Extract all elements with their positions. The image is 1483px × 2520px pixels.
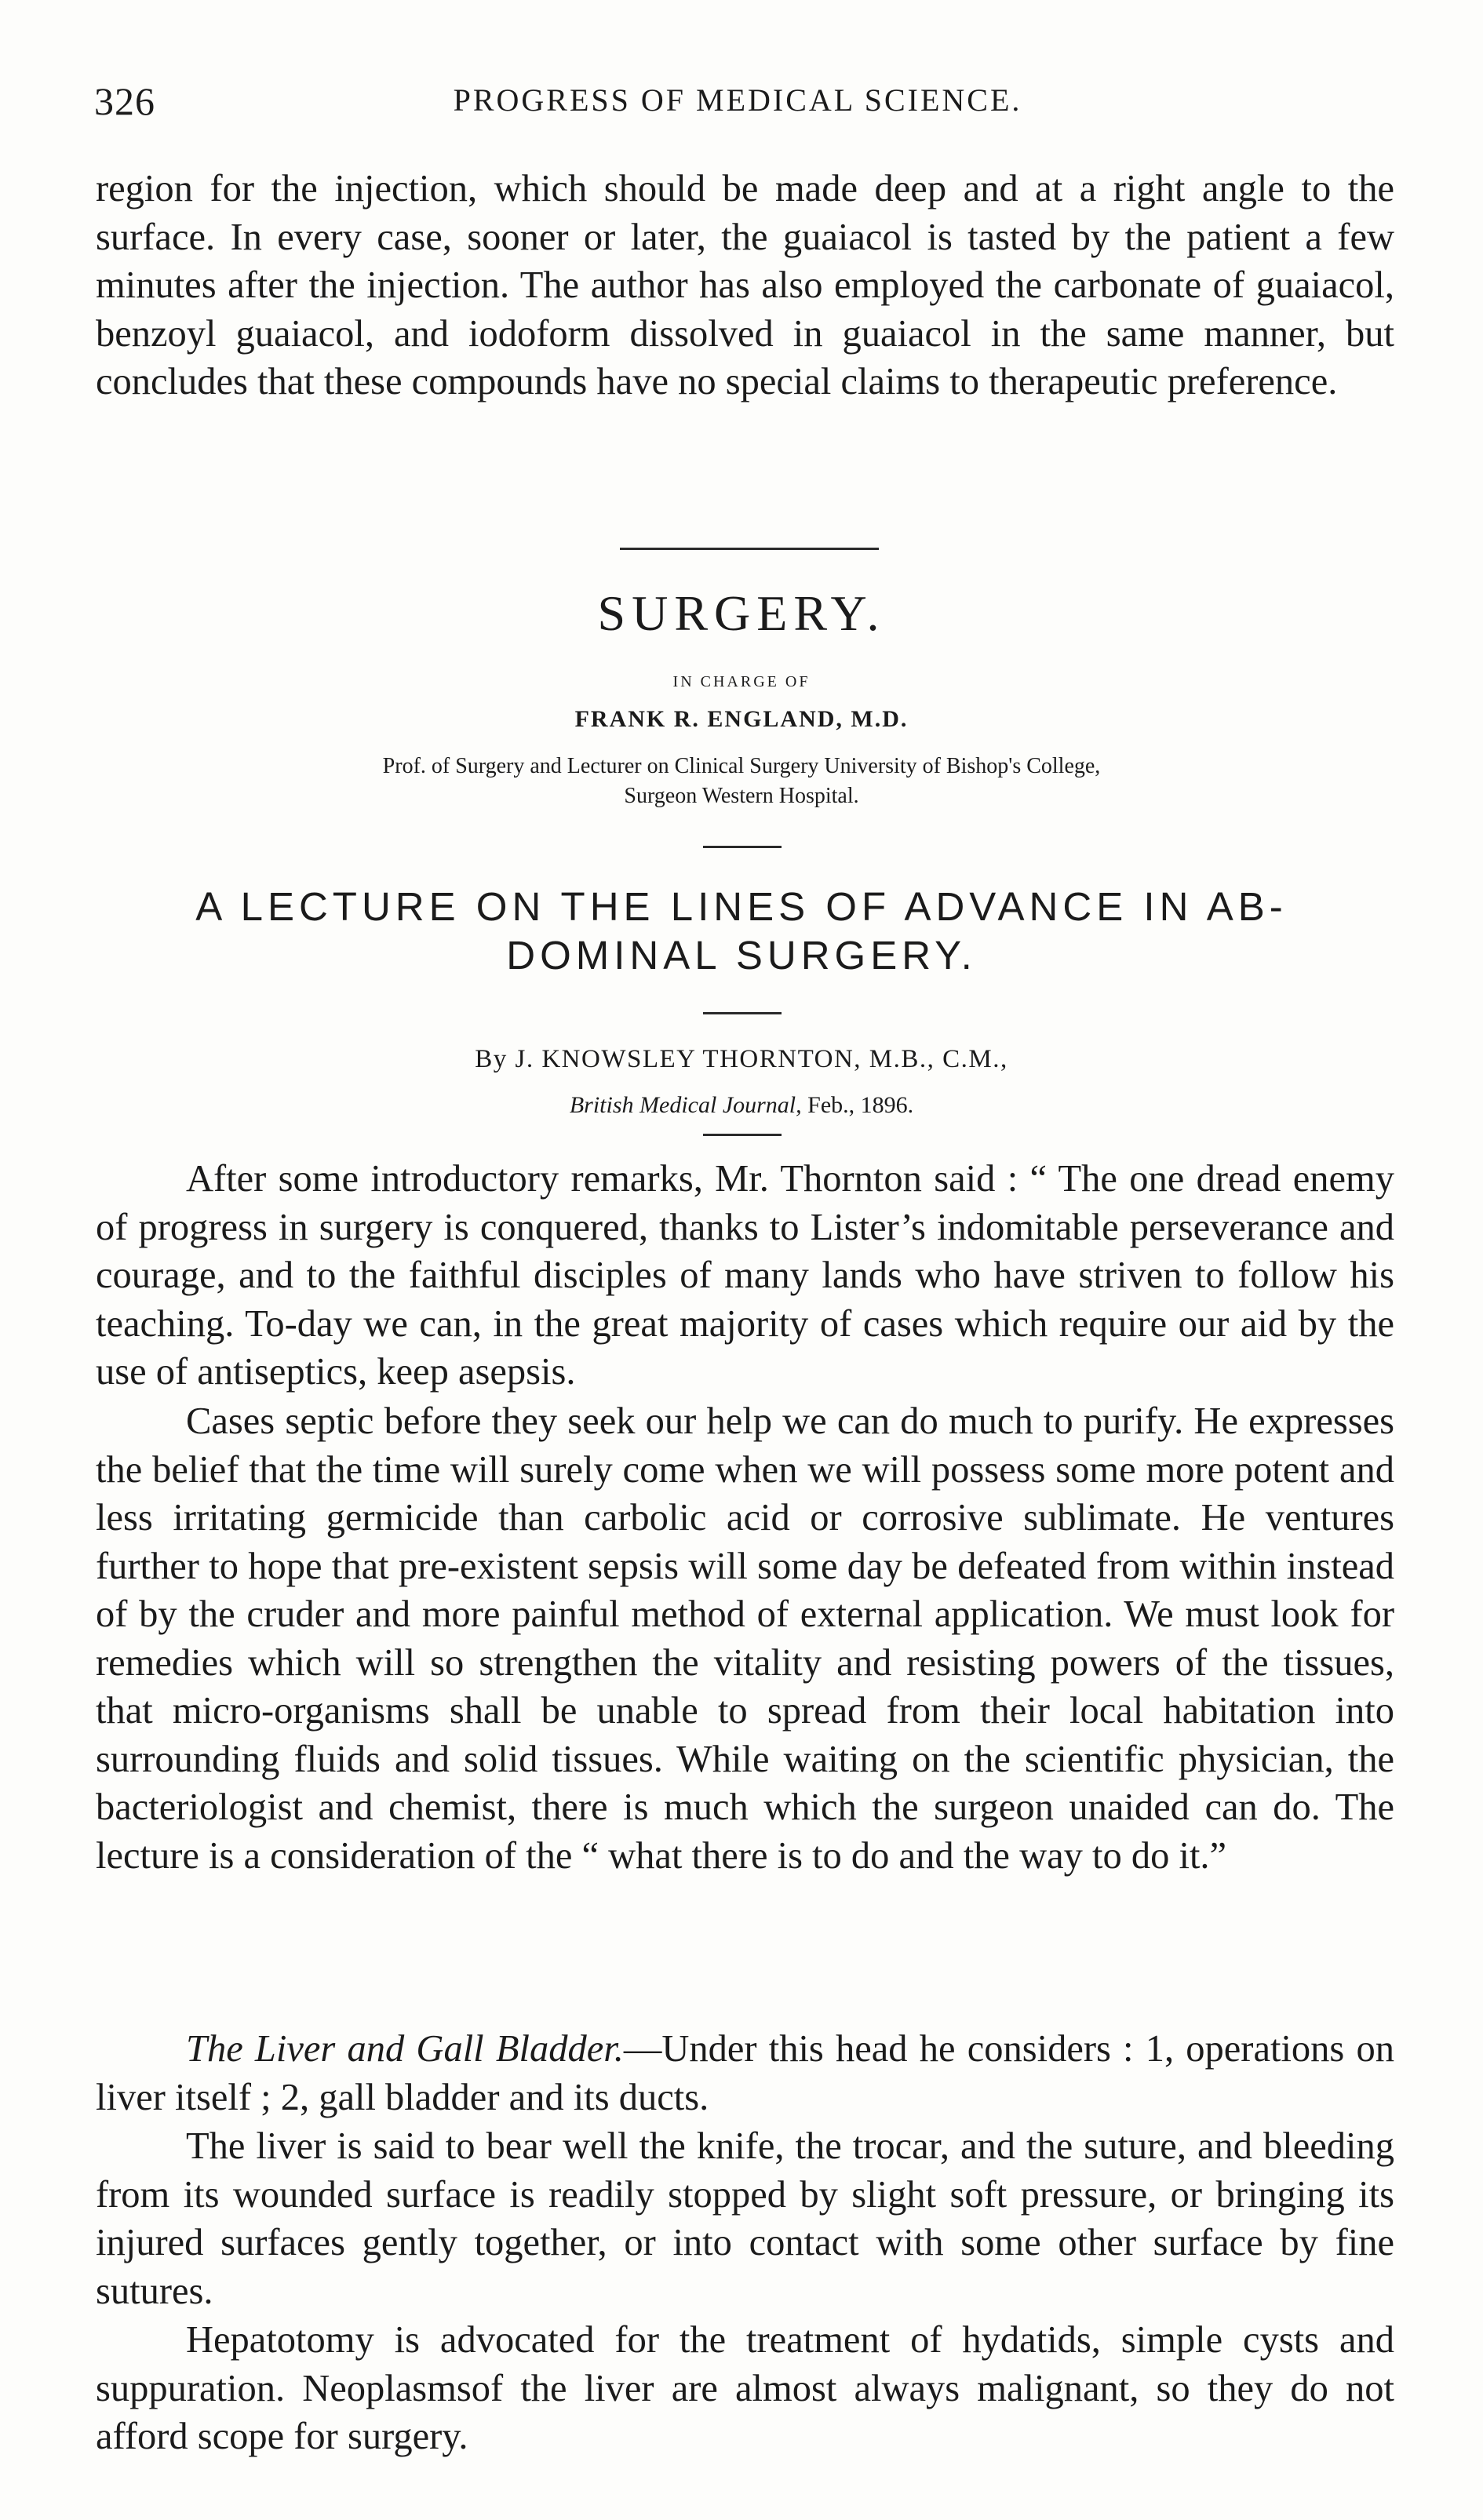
- editor-affiliation-line: Surgeon Western Hospital.: [624, 784, 859, 808]
- section-divider: [620, 548, 879, 550]
- section-editor: FRANK R. ENGLAND, M.D.: [574, 706, 909, 732]
- liver-heading: The Liver and Gall Bladder.: [186, 2028, 624, 2070]
- liver-intro: —Under this head he considers : 1, operations on liver itself ; 2, gall bladder and its ducts.: [96, 2028, 1394, 2118]
- article-title: [78, 883, 1405, 980]
- byline: By J. KNOWSLEY THORNTON, M.B., C.M.,: [475, 1045, 1008, 1073]
- running-head: [94, 78, 1381, 126]
- editor-affiliation: [78, 752, 1405, 811]
- article-title-line: DOMINAL SURGERY.: [506, 933, 977, 978]
- continuation-paragraph: region for the injection, which should be made deep and at a right angle to the surface. In every case, sooner or later, the guaiacol is tasted by the patient a few minutes after the injection. The author has also employed the carbonate of guaiacol, benzoyl guaiacol, and iodoform dissolved in guaiacol in the same manner, but concludes that these compounds have no special claims to therapeutic preference.: [96, 168, 1394, 402]
- section-title: SURGERY.: [597, 585, 886, 641]
- article-paragraph: Cases septic before they seek our help we can do much to purify. He expresses the belief that the time will surely come when we will possess some more potent and less irritating germicide than carbolic acid or corrosive sublimate. He ventures further to hope that pre-existent sepsis will some day be defeated from within instead of by the cruder and more painful method of external application. We must look for remedies which will so strengthen the vitality and resisting powers of the tissues, that micro-organisms shall be unable to spread from their local habitation into surrounding fluids and solid tissues. While waiting on the scientific physician, the bacteriologist and chemist, there is much which the surgeon unaided can do. The lecture is a consideration of the “ what there is to do and the way to do it.”: [96, 1400, 1394, 1877]
- short-divider: [703, 846, 782, 848]
- in-charge-label: IN CHARGE OF: [672, 673, 811, 690]
- short-divider: [703, 1012, 782, 1014]
- article-paragraph: After some introductory remarks, Mr. Thornton said : “ The one dread enemy of progress in surgery is conquered, thanks to Lister’s indomitable perseverance and courage, and to the faithful disciples of many lands who have striven to follow his teaching. To-day we can, in the great majority of cases which require our aid by the use of antiseptics, keep asepsis.: [96, 1158, 1394, 1393]
- short-divider: [703, 1134, 782, 1136]
- citation-date: Feb., 1896.: [807, 1092, 914, 1118]
- article-paragraph: Hepatotomy is advocated for the treatment of hydatids, simple cysts and suppuration. Neoplasmsof the liver are almost always malignant, so they do not afford scope for surgery.: [96, 2319, 1394, 2457]
- page-number: 326: [94, 79, 155, 123]
- running-title: PROGRESS OF MEDICAL SCIENCE.: [453, 82, 1022, 118]
- editor-affiliation-line: Prof. of Surgery and Lecturer on Clinical Surgery University of Bishop's College,: [382, 754, 1101, 778]
- liver-paragraph: [96, 2025, 1394, 2121]
- article-paragraph: The liver is said to bear well the knife, the trocar, and the suture, and bleeding from its wounded surface is readily stopped by slight soft pressure, or bringing its injured surfaces gently together, or into contact with some other surface by fine sutures.: [96, 2125, 1394, 2312]
- article-title-line: A LECTURE ON THE LINES OF ADVANCE IN AB-: [195, 884, 1288, 929]
- citation: [78, 1092, 1405, 1119]
- citation-journal: British Medical Journal,: [569, 1092, 802, 1118]
